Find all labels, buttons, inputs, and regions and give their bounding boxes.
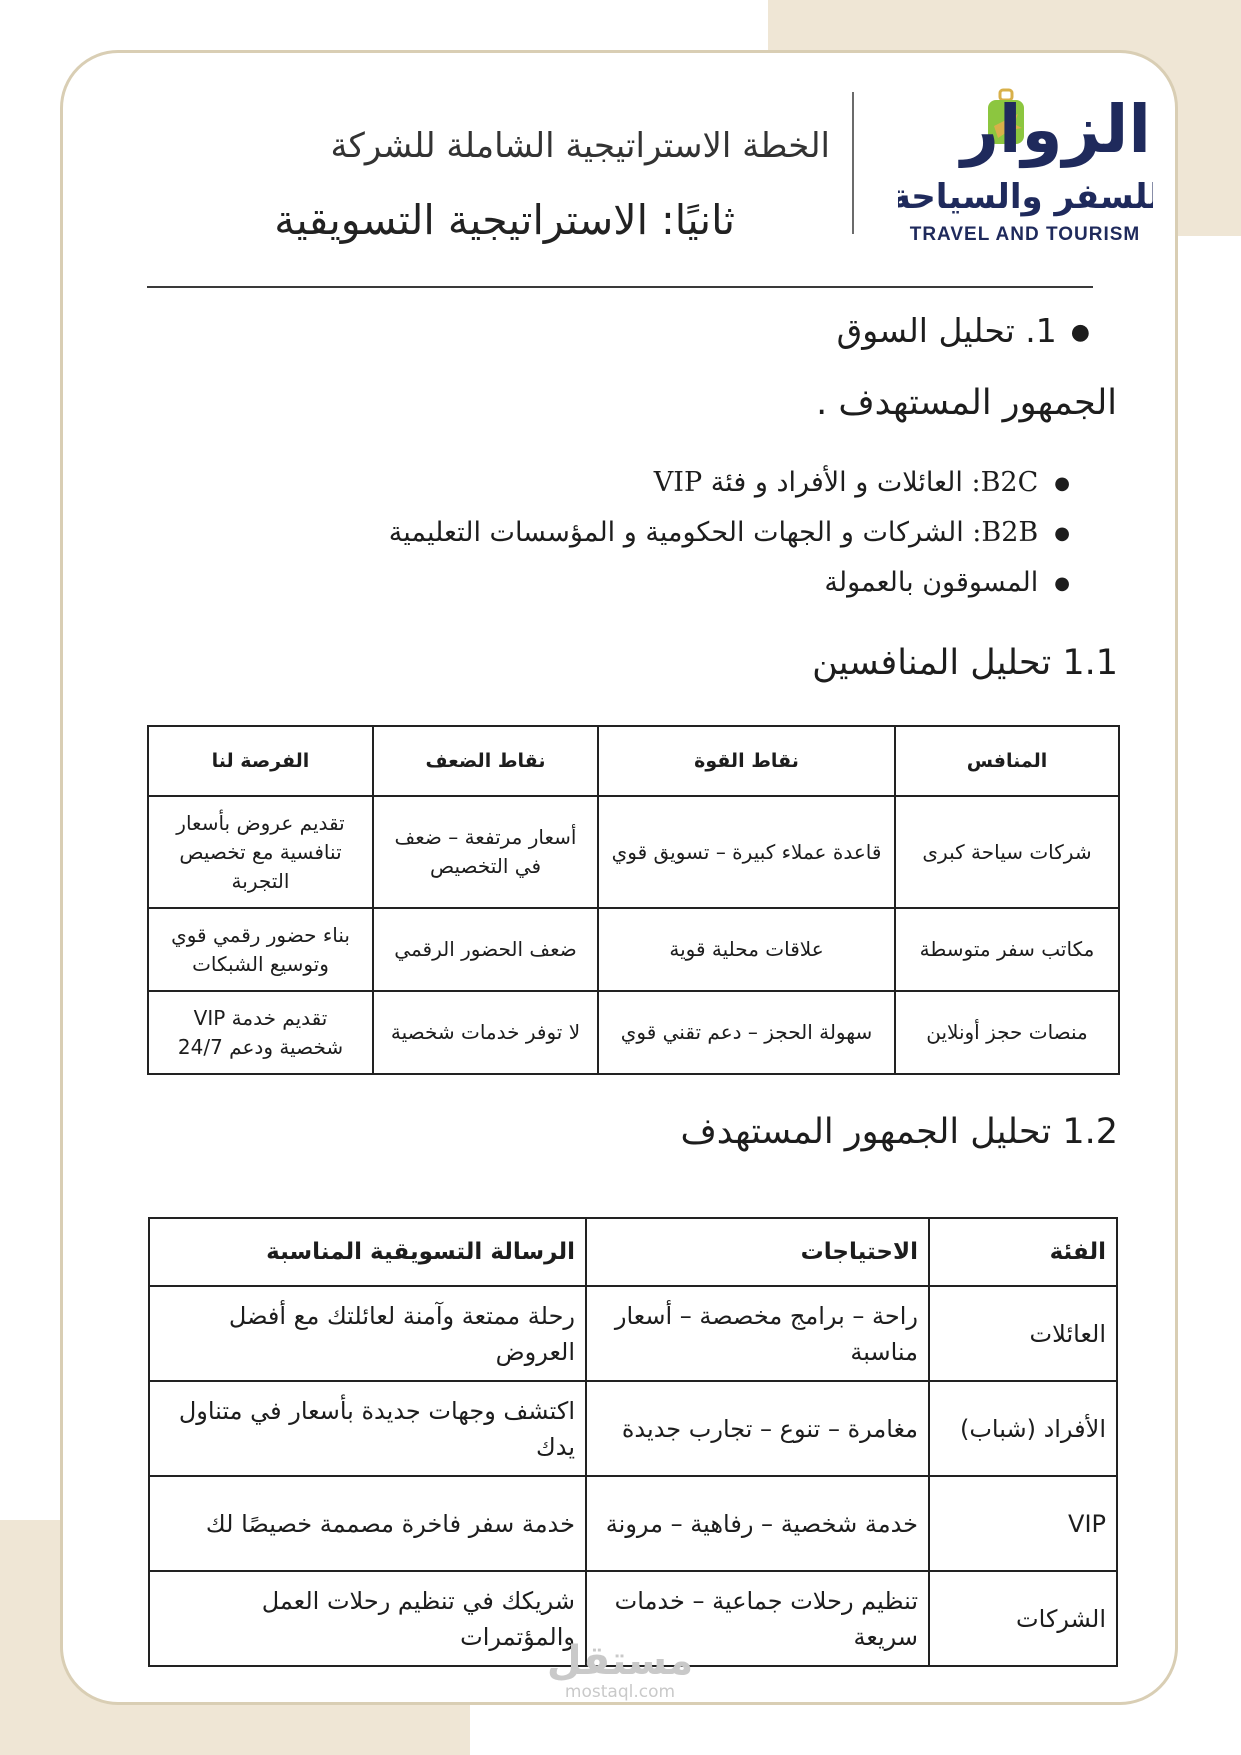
table-cell: رحلة ممتعة وآمنة لعائلتك مع أفضل العروض (149, 1286, 586, 1381)
audience-table (148, 1217, 1118, 1667)
column-header: نقاط القوة (598, 726, 895, 796)
column-header: الفرصة لنا (148, 726, 373, 796)
table-cell: VIP (929, 1476, 1117, 1571)
table-row (149, 1286, 1117, 1381)
section-title: ثانيًا: الاستراتيجية التسويقية (274, 196, 735, 244)
table-cell: ضعف الحضور الرقمي (373, 908, 598, 991)
logo-arabic-name: الزوار (960, 91, 1152, 168)
document-title: الخطة الاستراتيجية الشاملة للشركة (330, 126, 830, 166)
table-cell: قاعدة عملاء كبيرة – تسويق قوي (598, 796, 895, 908)
table-cell: تقديم خدمة VIP شخصية ودعم 24/7 (148, 991, 373, 1074)
column-header: الاحتياجات (586, 1218, 929, 1286)
logo-english-name: TRAVEL AND TOURISM (909, 224, 1141, 245)
watermark (520, 1640, 720, 1702)
table-cell: أسعار مرتفعة – ضعف في التخصيص (373, 796, 598, 908)
watermark-url: mostaql.com (564, 1682, 676, 1702)
table-cell: الأفراد (شباب) (929, 1381, 1117, 1476)
table-cell: منصات حجز أونلاين (895, 991, 1119, 1074)
table-cell: خدمة شخصية – رفاهية – مرونة (586, 1476, 929, 1571)
table-cell: مكاتب سفر متوسطة (895, 908, 1119, 991)
market-heading: ●1. تحليل السوق (836, 311, 1090, 350)
table-cell: لا توفر خدمات شخصية (373, 991, 598, 1074)
table-row (148, 908, 1119, 991)
bullet-icon: ● (1070, 320, 1090, 345)
table-row (148, 991, 1119, 1074)
logo-arabic-tagline: للسفر والسياحة (898, 177, 1153, 217)
competitors-table (147, 725, 1120, 1075)
audience-subheading: الجمهور المستهدف . (816, 383, 1117, 423)
table-cell: بناء حضور رقمي قوي وتوسيع الشبكات (148, 908, 373, 991)
list-item: ●المسوقون بالعمولة (824, 567, 1070, 598)
list-item: ●B2C: العائلات و الأفراد و فئة VIP (653, 467, 1070, 498)
table-row (148, 796, 1119, 908)
table-row (149, 1381, 1117, 1476)
table-cell: خدمة سفر فاخرة مصممة خصيصًا لك (149, 1476, 586, 1571)
table-cell: راحة – برامج مخصصة – أسعار مناسبة (586, 1286, 929, 1381)
table-cell: شريكك في تنظيم رحلات العمل والمؤتمرات (149, 1571, 586, 1666)
table-header-row (149, 1218, 1117, 1286)
table-cell: تقديم عروض بأسعار تنافسية مع تخصيص التجربة (148, 796, 373, 908)
competitors-heading: 1.1 تحليل المنافسين (812, 643, 1118, 683)
bullet-icon: ● (1054, 523, 1070, 544)
audience-analysis-heading: 1.2 تحليل الجمهور المستهدف (680, 1112, 1118, 1152)
column-header: الرسالة التسويقية المناسبة (149, 1218, 586, 1286)
column-header: نقاط الضعف (373, 726, 598, 796)
watermark-arabic: مستقل (546, 1638, 694, 1684)
table-cell: اكتشف وجهات جديدة بأسعار في متناول يدك (149, 1381, 586, 1476)
bullet-icon: ● (1054, 473, 1070, 494)
table-cell: الشركات (929, 1571, 1117, 1666)
table-header-row (148, 726, 1119, 796)
table-cell: العائلات (929, 1286, 1117, 1381)
table-cell: مغامرة – تنوع – تجارب جديدة (586, 1381, 929, 1476)
list-item: ●B2B: الشركات و الجهات الحكومية و المؤسسات التعليمية (388, 517, 1070, 548)
table-cell: تنظيم رحلات جماعية – خدمات سريعة (586, 1571, 929, 1666)
table-cell: سهولة الحجز – دعم تقني قوي (598, 991, 895, 1074)
table-cell: علاقات محلية قوية (598, 908, 895, 991)
table-row (149, 1476, 1117, 1571)
table-cell: شركات سياحة كبرى (895, 796, 1119, 908)
column-header: الفئة (929, 1218, 1117, 1286)
header-divider (852, 92, 854, 234)
bullet-icon: ● (1054, 573, 1070, 594)
audience-bullet-list (240, 458, 1070, 608)
header-rule (147, 286, 1093, 288)
column-header: المنافس (895, 726, 1119, 796)
